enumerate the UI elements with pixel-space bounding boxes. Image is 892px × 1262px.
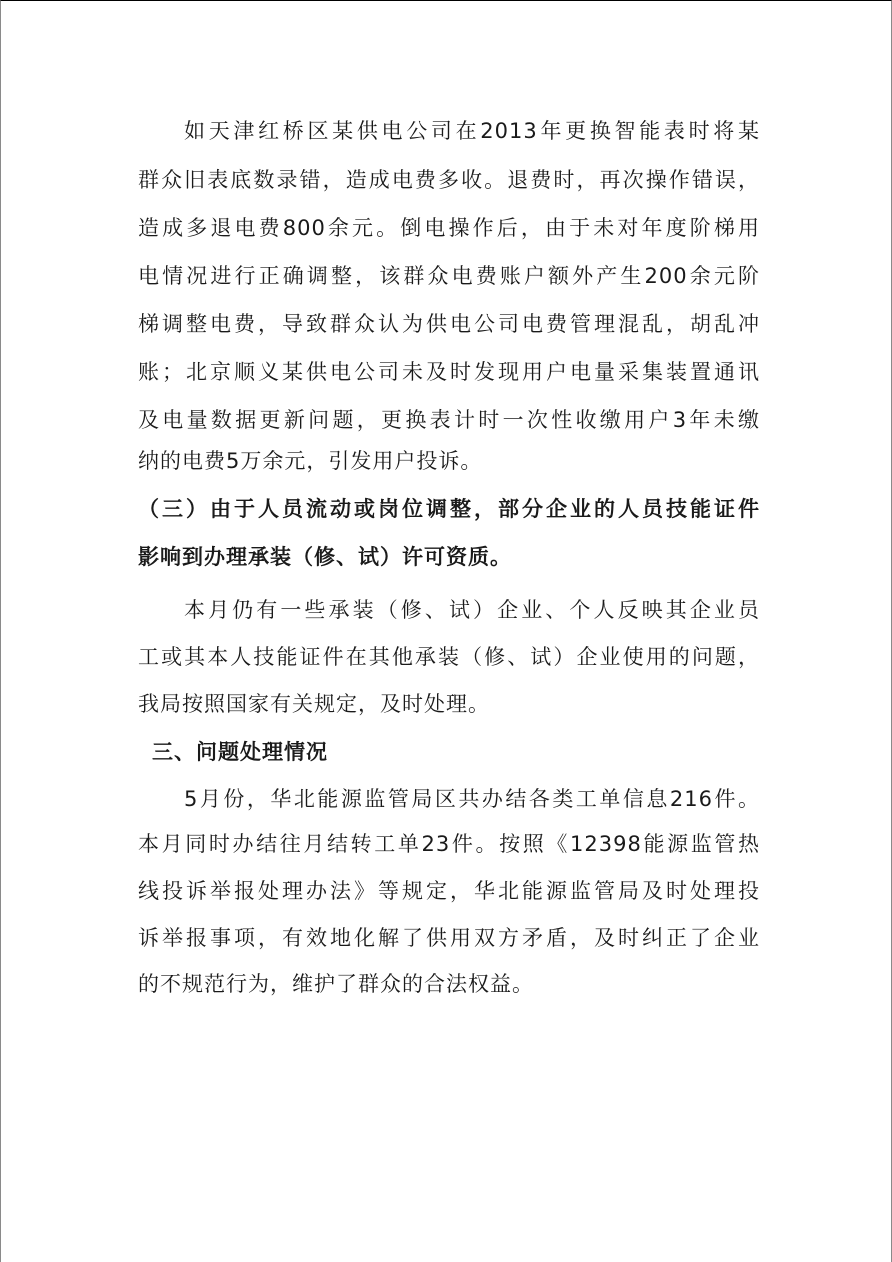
paragraph-line: 诉举报事项，有效地化解了供用双方矛盾，及时纠正了企业 bbox=[138, 926, 760, 950]
paragraph-line: 本月同时办结往月结转工单23件。按照《12398能源监管热 bbox=[138, 832, 760, 856]
paragraph-line: 工或其本人技能证件在其他承装（修、试）企业使用的问题， bbox=[138, 645, 760, 669]
paragraph-line: 本月仍有一些承装（修、试）企业、个人反映其企业员 bbox=[184, 598, 760, 622]
section-heading: 三、问题处理情况 bbox=[152, 740, 328, 764]
paragraph-line: 纳的电费5万余元，引发用户投诉。 bbox=[138, 449, 483, 473]
paragraph-line: 梯调整电费，导致群众认为供电公司电费管理混乱，胡乱冲 bbox=[138, 312, 760, 336]
paragraph-line: 造成多退电费800余元。倒电操作后，由于未对年度阶梯用 bbox=[138, 216, 760, 240]
paragraph-line: 及电量数据更新问题，更换表计时一次性收缴用户3年未缴 bbox=[138, 408, 760, 432]
paragraph-line: 5月份，华北能源监管局区共办结各类工单信息216件。 bbox=[184, 787, 760, 811]
paragraph-line: 电情况进行正确调整，该群众电费账户额外产生200余元阶 bbox=[138, 264, 760, 288]
paragraph-line: 群众旧表底数录错，造成电费多收。退费时，再次操作错误， bbox=[138, 168, 760, 192]
paragraph-line: 的不规范行为，维护了群众的合法权益。 bbox=[138, 972, 534, 996]
paragraph-line: 账；北京顺义某供电公司未及时发现用户电量采集装置通讯 bbox=[138, 360, 760, 384]
subheading-line: （三）由于人员流动或岗位调整，部分企业的人员技能证件 bbox=[138, 497, 760, 521]
subheading-line: 影响到办理承装（修、试）许可资质。 bbox=[138, 545, 512, 569]
paragraph-line: 我局按照国家有关规定，及时处理。 bbox=[138, 692, 490, 716]
paragraph-line: 线投诉举报处理办法》等规定，华北能源监管局及时处理投 bbox=[138, 879, 760, 903]
paragraph-line: 如天津红桥区某供电公司在2013年更换智能表时将某 bbox=[184, 119, 760, 143]
